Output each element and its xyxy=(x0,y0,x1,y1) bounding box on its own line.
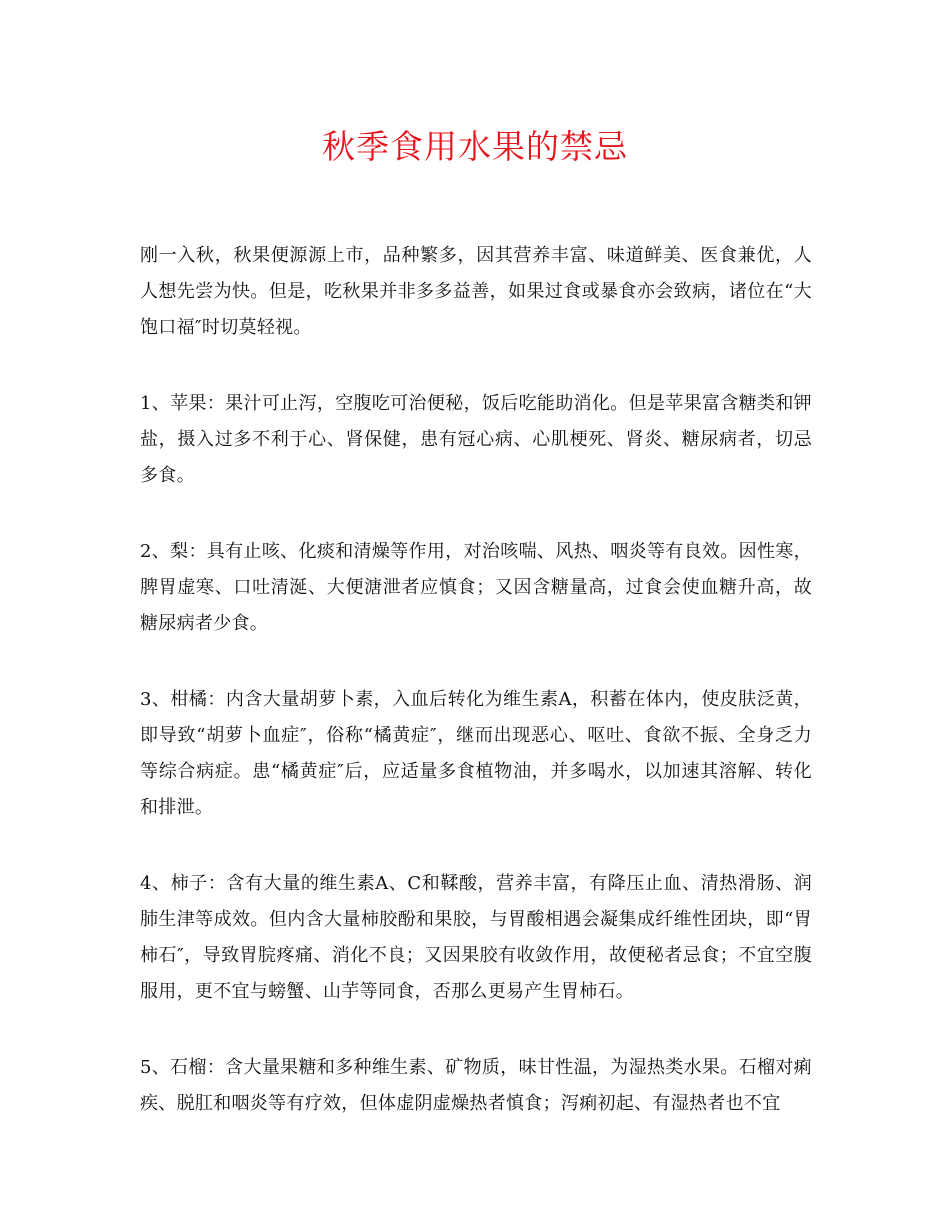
orange-paragraph: 3、柑橘：内含大量胡萝卜素，入血后转化为维生素A，积蓄在体内，使皮肤泛黄，即导致“胡萝卜血症″，俗称“橘黄症″，继而出现恶心、呕吐、食欲不振、全身乏力等综合病症。患“橘黄症″后，应适量多食植物油，并多喝水，以加速其溶解、转化和排泄。 xyxy=(140,689,812,818)
document-body xyxy=(140,238,812,1162)
document-title: 秋季食用水果的禁忌 xyxy=(322,127,628,166)
persimmon-paragraph: 4、柿子：含有大量的维生素A、C和鞣酸，营养丰富，有降压止血、清热滑肠、润肺生津等成效。但内含大量柿胶酚和果胶，与胃酸相遇会凝集成纤维性团块，即“胃柿石″，导致胃脘疼痛、消化不良；又因果胶有收敛作用，故便秘者忌食；不宜空腹服用，更不宜与螃蟹、山芋等同食，否那么更易产生胃柿石。 xyxy=(140,873,812,1002)
intro-paragraph: 刚一入秋，秋果便源源上市，品种繁多，因其营养丰富、味道鲜美、医食兼优，人人想先尝为快。但是，吃秋果并非多多益善，如果过食或暴食亦会致病，诸位在“大饱口福″时切莫轻视。 xyxy=(140,245,812,338)
pear-paragraph: 2、梨：具有止咳、化痰和清燥等作用，对治咳喘、风热、咽炎等有良效。因性寒，脾胃虚寒、口吐清涎、大便溏泄者应慎食；又因含糖量高，过食会使血糖升高，故糖尿病者少食。 xyxy=(140,541,812,634)
pomegranate-paragraph: 5、石榴：含大量果糖和多种维生素、矿物质，味甘性温，为湿热类水果。石榴对痢疾、脱肛和咽炎等有疗效，但体虚阴虚燥热者慎食；泻痢初起、有湿热者也不宜 xyxy=(140,1057,812,1114)
apple-paragraph: 1、苹果：果汁可止泻，空腹吃可治便秘，饭后吃能助消化。但是苹果富含糖类和钾盐，摄入过多不利于心、肾保健，患有冠心病、心肌梗死、肾炎、糖尿病者，切忌多食。 xyxy=(140,393,812,486)
